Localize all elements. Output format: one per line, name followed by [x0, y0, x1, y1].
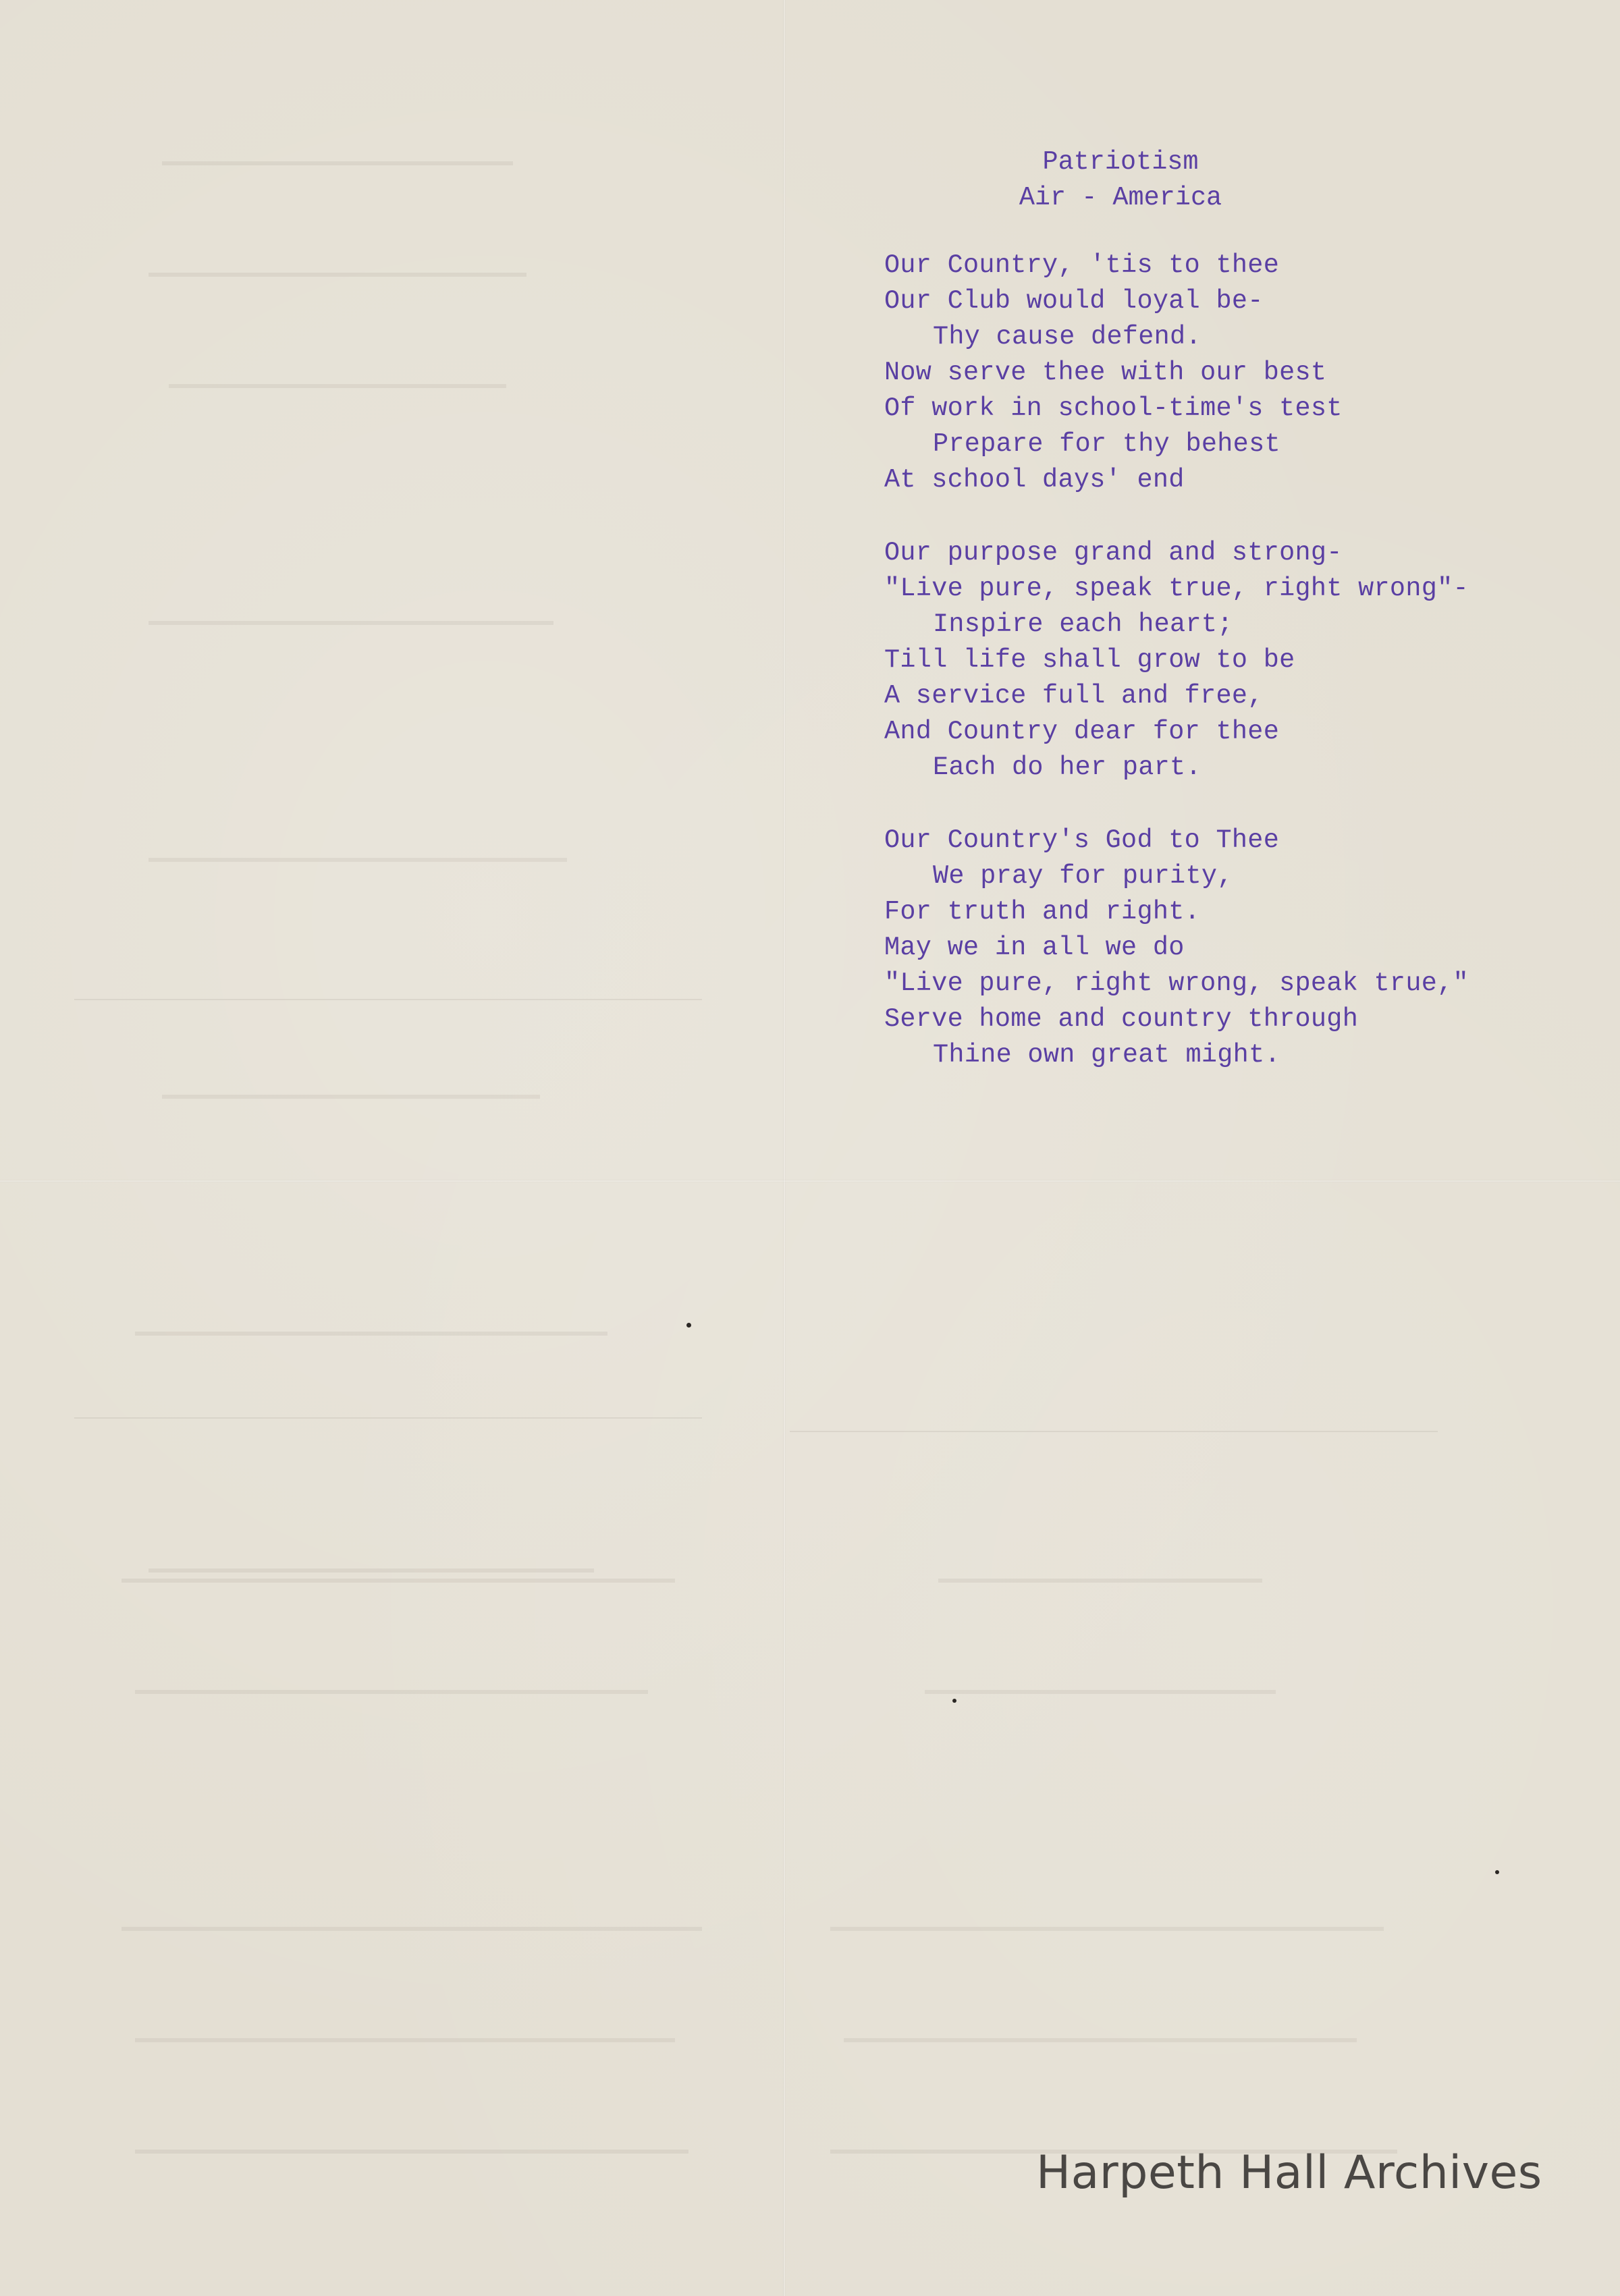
poem-line: Serve home and country through: [884, 1004, 1359, 1034]
poem-line: "Live pure, speak true, right wrong"-: [884, 574, 1469, 603]
bleed-through-rule: [74, 999, 702, 1000]
archive-watermark: Harpeth Hall Archives: [1036, 2146, 1542, 2199]
poem-line: Of work in school-time's test: [884, 393, 1343, 423]
poem-line: We pray for purity,: [933, 861, 1233, 891]
stanza-gap: [884, 498, 1532, 535]
paper-speck: [952, 1699, 956, 1703]
poem-title: Patriotism: [1042, 147, 1199, 177]
poem-line: Each do her part.: [933, 753, 1202, 782]
paper-speck: [686, 1323, 691, 1328]
poem-line: For truth and right.: [884, 897, 1201, 927]
poem-line: Our purpose grand and strong-: [884, 538, 1343, 568]
stanza-gap: [884, 786, 1532, 823]
poem-body: [884, 248, 1532, 1073]
poem-line: Our Country, 'tis to thee: [884, 250, 1280, 280]
bleed-through-rule: [790, 1431, 1438, 1432]
poem-line: Thine own great might.: [933, 1040, 1280, 1070]
vertical-fold-crease: [783, 0, 786, 2296]
poem-line: Our Country's God to Thee: [884, 825, 1280, 855]
poem-line: A service full and free,: [884, 681, 1264, 711]
poem-line: "Live pure, right wrong, speak true,": [884, 968, 1469, 998]
poem-line: Prepare for thy behest: [933, 429, 1280, 459]
bleed-through-texture-left: [122, 54, 729, 1134]
bleed-through-texture-right: [790, 1471, 1465, 2247]
poem-line: Our Club would loyal be-: [884, 286, 1264, 316]
poem-line: At school days' end: [884, 465, 1185, 495]
poem-line: May we in all we do: [884, 933, 1185, 962]
poem-subtitle: Air - America: [1019, 183, 1222, 213]
poem-line: Thy cause defend.: [933, 322, 1202, 352]
paper-speck: [1495, 1870, 1499, 1874]
poem-line: Inspire each heart;: [933, 609, 1233, 639]
bleed-through-rule: [74, 1417, 702, 1419]
poem-line: Till life shall grow to be: [884, 645, 1295, 675]
poem-line: Now serve thee with our best: [884, 358, 1327, 387]
bleed-through-texture-left-lower: [108, 1471, 716, 2146]
poem-line: And Country dear for thee: [884, 717, 1280, 746]
